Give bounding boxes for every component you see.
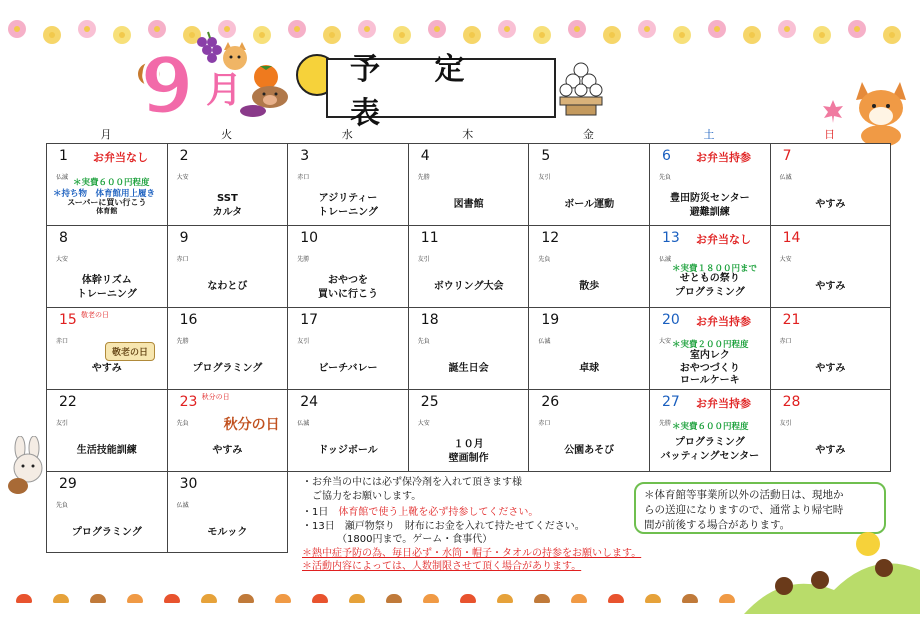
flower-icon xyxy=(358,20,376,38)
activity-label: やすみ xyxy=(815,199,846,210)
weekday-label: 火 xyxy=(221,128,233,141)
day-number: 21 xyxy=(782,312,801,328)
calendar-day-cell xyxy=(167,389,289,472)
notice-line-2: らの送迎になりますので、通常より帰宅時 xyxy=(644,504,844,516)
day-number: 16 xyxy=(179,312,198,328)
calendar-day-cell xyxy=(287,225,409,308)
musician-animals-icon xyxy=(744,530,920,618)
day-number: 24 xyxy=(300,394,319,410)
day-number: 14 xyxy=(782,230,801,246)
rokuyo-label: 仏滅 xyxy=(176,502,189,509)
flower-icon xyxy=(498,20,516,38)
flower-icon xyxy=(813,26,831,44)
activity-label: 室内レク おやつづくり ロールケーキ xyxy=(679,350,740,386)
holiday-badge: 敬老の日 xyxy=(105,342,155,361)
rokuyo-label: 大安 xyxy=(176,174,189,181)
day-number: 26 xyxy=(541,394,560,410)
activity-label: 生活技能訓練 xyxy=(76,445,137,456)
mushroom-icon xyxy=(201,594,217,603)
calendar-day-cell xyxy=(167,471,289,553)
weekday-label: 月 xyxy=(100,128,112,141)
mushroom-icon xyxy=(386,594,402,603)
day-number: 4 xyxy=(420,148,430,164)
calendar-day-cell xyxy=(408,307,530,390)
calendar-day-cell xyxy=(649,389,771,472)
day-number: 12 xyxy=(541,230,560,246)
day-number: 27 xyxy=(662,394,680,410)
flower-icon xyxy=(148,20,166,38)
flower-icon xyxy=(778,20,796,38)
weekday-label: 土 xyxy=(703,128,715,141)
note-line-5: （1800円まで。ゲーム・食事代） xyxy=(302,534,493,545)
calendar-day-cell xyxy=(649,143,771,226)
cost-note: ＊実費６００円程度 xyxy=(73,178,150,188)
rokuyo-label: 先負 xyxy=(56,502,69,509)
rokuyo-label: 先勝 xyxy=(176,338,189,345)
page-title: 予 定 表 xyxy=(350,52,487,131)
flower-icon xyxy=(673,26,691,44)
activity-label: やすみ xyxy=(815,281,846,292)
mushroom-icon xyxy=(423,594,439,603)
day-number: 20 xyxy=(662,312,680,328)
weekday-label: 金 xyxy=(582,128,594,141)
flower-icon xyxy=(883,26,901,44)
rokuyo-label: 友引 xyxy=(779,420,792,427)
flower-icon xyxy=(463,26,481,44)
calendar-day-cell xyxy=(408,389,530,472)
activity-label: 誕生日会 xyxy=(448,363,489,374)
items-note: ＊持ち物 体育館用上履き xyxy=(53,189,156,199)
activity-label: 豊田防災センター 避難訓練 xyxy=(669,193,750,218)
day-number: 5 xyxy=(541,148,551,164)
activity-label: モルック xyxy=(207,527,248,538)
calendar-day-cell xyxy=(770,143,892,226)
day-number: 6 xyxy=(662,148,671,164)
mushroom-icon xyxy=(608,594,624,603)
rokuyo-label: 先負 xyxy=(417,338,430,345)
rokuyo-label: 仏滅 xyxy=(56,174,69,181)
flower-icon xyxy=(43,26,61,44)
lunch-tag: お弁当持参 xyxy=(696,151,751,164)
rokuyo-label: 先負 xyxy=(538,256,551,263)
rokuyo-label: 赤口 xyxy=(297,174,310,181)
calendar-day-cell xyxy=(528,225,650,308)
activity-label: やすみ xyxy=(815,363,846,374)
activity-label: やすみ xyxy=(91,363,122,374)
flower-icon xyxy=(638,20,656,38)
month-kanji: 月 xyxy=(206,70,243,111)
mushroom-icon xyxy=(16,594,32,603)
rokuyo-label: 先負 xyxy=(176,420,189,427)
rokuyo-label: 仏滅 xyxy=(297,420,310,427)
pickup-notice-box xyxy=(634,482,886,534)
activity-label: プログラミング xyxy=(71,527,142,538)
day-number: 15 xyxy=(59,312,77,328)
mushroom-icon xyxy=(645,594,661,603)
flower-icon xyxy=(428,20,446,38)
day-number: 3 xyxy=(300,148,310,164)
activity-label: 公園あそび xyxy=(564,445,615,456)
flower-icon xyxy=(708,20,726,38)
note-line-6: ＊熱中症予防の為、毎日必ず・水筒・帽子・タオルの持参をお願いします。 xyxy=(302,547,642,559)
calendar-day-cell xyxy=(649,307,771,390)
day-number: 1 xyxy=(59,148,68,164)
mushroom-icon xyxy=(497,594,513,603)
weekday-label: 日 xyxy=(824,128,836,141)
activity-label: ボウリング大会 xyxy=(433,281,504,292)
mushroom-icon xyxy=(719,594,735,603)
maple-leaf-icon xyxy=(820,98,846,128)
cost-note: ＊実費２００円程度 xyxy=(672,340,749,350)
mushroom-icon xyxy=(90,594,106,603)
note-line-3-prefix: ・1日 xyxy=(302,507,339,518)
day-number: 11 xyxy=(420,230,439,246)
rokuyo-label: 仏滅 xyxy=(779,174,792,181)
day-number: 8 xyxy=(59,230,68,246)
rokuyo-label: 友引 xyxy=(297,338,310,345)
calendar-day-cell xyxy=(46,307,168,390)
flower-icon xyxy=(743,26,761,44)
calendar-day-cell xyxy=(649,225,771,308)
rokuyo-label: 友引 xyxy=(538,174,551,181)
calendar-day-cell xyxy=(528,389,650,472)
calendar-day-cell xyxy=(528,143,650,226)
weekday-label: 木 xyxy=(462,128,474,141)
extra-activity: スーパーに買い行こう xyxy=(67,198,147,207)
mushroom-icon xyxy=(275,594,291,603)
rokuyo-label: 先負 xyxy=(659,174,672,181)
flower-icon xyxy=(253,26,271,44)
rokuyo-label: 仏滅 xyxy=(538,338,551,345)
note-line-7: ＊活動内容によっては、人数制限させて頂く場合があります。 xyxy=(302,561,582,572)
rabbit-icon xyxy=(4,436,52,500)
mushroom-icon xyxy=(164,594,180,603)
flower-icon xyxy=(533,26,551,44)
day-number: 18 xyxy=(420,312,439,328)
rokuyo-label: 赤口 xyxy=(176,256,189,263)
lunch-tag: お弁当なし xyxy=(93,151,148,164)
activity-label: ビーチバレー xyxy=(318,363,378,374)
calendar-day-cell xyxy=(167,225,289,308)
calendar-day-cell xyxy=(46,471,168,553)
activity-label: 散歩 xyxy=(579,281,600,292)
tsukimi-dango-icon xyxy=(554,60,608,120)
flower-icon xyxy=(848,20,866,38)
flower-icon xyxy=(568,20,586,38)
day-number: 13 xyxy=(662,230,680,246)
activity-label: せともの祭り プログラミング xyxy=(674,273,745,298)
calendar-day-cell xyxy=(770,389,892,472)
rokuyo-label: 先勝 xyxy=(659,420,672,427)
calendar-day-cell xyxy=(167,307,289,390)
flower-icon xyxy=(113,26,131,44)
note-line-4: ・13日 瀬戸物祭り 財布にお金を入れて持たせてください。 xyxy=(302,520,585,532)
month-number: 9 xyxy=(140,42,195,132)
rokuyo-label: 大安 xyxy=(659,338,672,345)
day-number: 17 xyxy=(300,312,319,328)
day-number: 30 xyxy=(179,476,198,492)
calendar-day-cell xyxy=(167,143,289,226)
activity-label: なわとび xyxy=(207,281,248,292)
weekday-label: 水 xyxy=(341,128,353,141)
note-line-1: ・お弁当の中には必ず保冷剤を入れて頂きます様 xyxy=(302,477,522,488)
activity-label: 体育館 xyxy=(96,207,118,215)
calendar-day-cell xyxy=(46,389,168,472)
activity-label: 卓球 xyxy=(579,363,600,374)
rokuyo-label: 友引 xyxy=(56,420,69,427)
flower-icon xyxy=(8,20,26,38)
activity-label: １０月 壁画制作 xyxy=(448,439,489,464)
activity-label: プログラミング バッティングセンター xyxy=(660,437,760,462)
calendar-day-cell xyxy=(287,389,409,472)
calendar-day-cell xyxy=(770,307,892,390)
mushroom-icon xyxy=(460,594,476,603)
flower-icon xyxy=(288,20,306,38)
activity-label: 図書館 xyxy=(453,199,484,210)
activity-label: プログラミング xyxy=(192,363,263,374)
calendar-day-cell xyxy=(46,225,168,308)
calendar-day-cell xyxy=(528,307,650,390)
calendar-day-cell xyxy=(770,225,892,308)
holiday-name: 敬老の日 xyxy=(81,311,109,319)
mushroom-icon xyxy=(312,594,328,603)
mushroom-icon xyxy=(53,594,69,603)
flower-icon xyxy=(323,26,341,44)
flower-icon xyxy=(393,26,411,44)
activity-label: アジリティー トレーニング xyxy=(318,193,378,218)
activity-label: ボール運動 xyxy=(564,199,615,210)
rokuyo-label: 先勝 xyxy=(297,256,310,263)
note-line-2: ご協力をお願いします。 xyxy=(302,490,422,502)
calendar-day-cell xyxy=(287,307,409,390)
holiday-name: 秋分の日 xyxy=(201,393,230,401)
day-number: 25 xyxy=(420,394,439,410)
activity-label: やすみ xyxy=(815,445,846,456)
lunch-tag: お弁当持参 xyxy=(696,397,751,410)
calendar-day-cell xyxy=(408,143,530,226)
rokuyo-label: 友引 xyxy=(417,256,430,263)
calendar-day-cell xyxy=(287,143,409,226)
calendar-day-cell xyxy=(46,143,168,226)
rokuyo-label: 大安 xyxy=(779,256,792,263)
activity-label: やすみ xyxy=(212,445,243,456)
rokuyo-label: 大安 xyxy=(56,256,69,263)
day-number: 28 xyxy=(782,394,801,410)
holiday-badge: 秋分の日 xyxy=(223,417,280,433)
mushroom-icon xyxy=(682,594,698,603)
rokuyo-label: 大安 xyxy=(417,420,430,427)
activity-label: おやつを 買いに行こう xyxy=(317,275,378,300)
day-number: 9 xyxy=(179,230,189,246)
rokuyo-label: 先勝 xyxy=(417,174,430,181)
day-number: 19 xyxy=(541,312,560,328)
sweet-potato-icon xyxy=(238,102,268,124)
day-number: 29 xyxy=(59,476,77,492)
mushroom-icon xyxy=(349,594,365,603)
mushroom-icon xyxy=(238,594,254,603)
notice-line-3: 間が前後する場合があります。 xyxy=(644,519,791,531)
lunch-tag: お弁当持参 xyxy=(696,315,751,328)
day-number: 2 xyxy=(179,148,189,164)
mushroom-icon xyxy=(571,594,587,603)
calendar-day-cell xyxy=(408,225,530,308)
activity-label: ドッジボール xyxy=(318,445,378,456)
mushroom-icon xyxy=(534,594,550,603)
flower-icon xyxy=(78,20,96,38)
rokuyo-label: 仏滅 xyxy=(659,256,672,263)
mushroom-icon xyxy=(127,594,143,603)
day-number: 22 xyxy=(59,394,77,410)
activity-label: 体幹リズム トレーニング xyxy=(76,275,137,300)
day-number: 23 xyxy=(179,394,198,410)
note-line-3-highlight: 体育館で使う上靴を必ず持参してください。 xyxy=(338,507,539,518)
flower-icon xyxy=(603,26,621,44)
title-box xyxy=(326,52,556,131)
cost-note: ＊実費１８００円まで xyxy=(672,264,758,274)
day-number: 7 xyxy=(782,148,792,164)
day-number: 10 xyxy=(300,230,319,246)
activity-label: SST カルタ xyxy=(212,193,243,218)
rokuyo-label: 赤口 xyxy=(779,338,792,345)
notice-line-1: ＊体育館等事業所以外の活動日は、現地か xyxy=(644,489,844,501)
lunch-tag: お弁当なし xyxy=(696,233,751,246)
rokuyo-label: 赤口 xyxy=(56,338,69,345)
cost-note: ＊実費６００円程度 xyxy=(672,422,749,432)
rokuyo-label: 赤口 xyxy=(538,420,551,427)
